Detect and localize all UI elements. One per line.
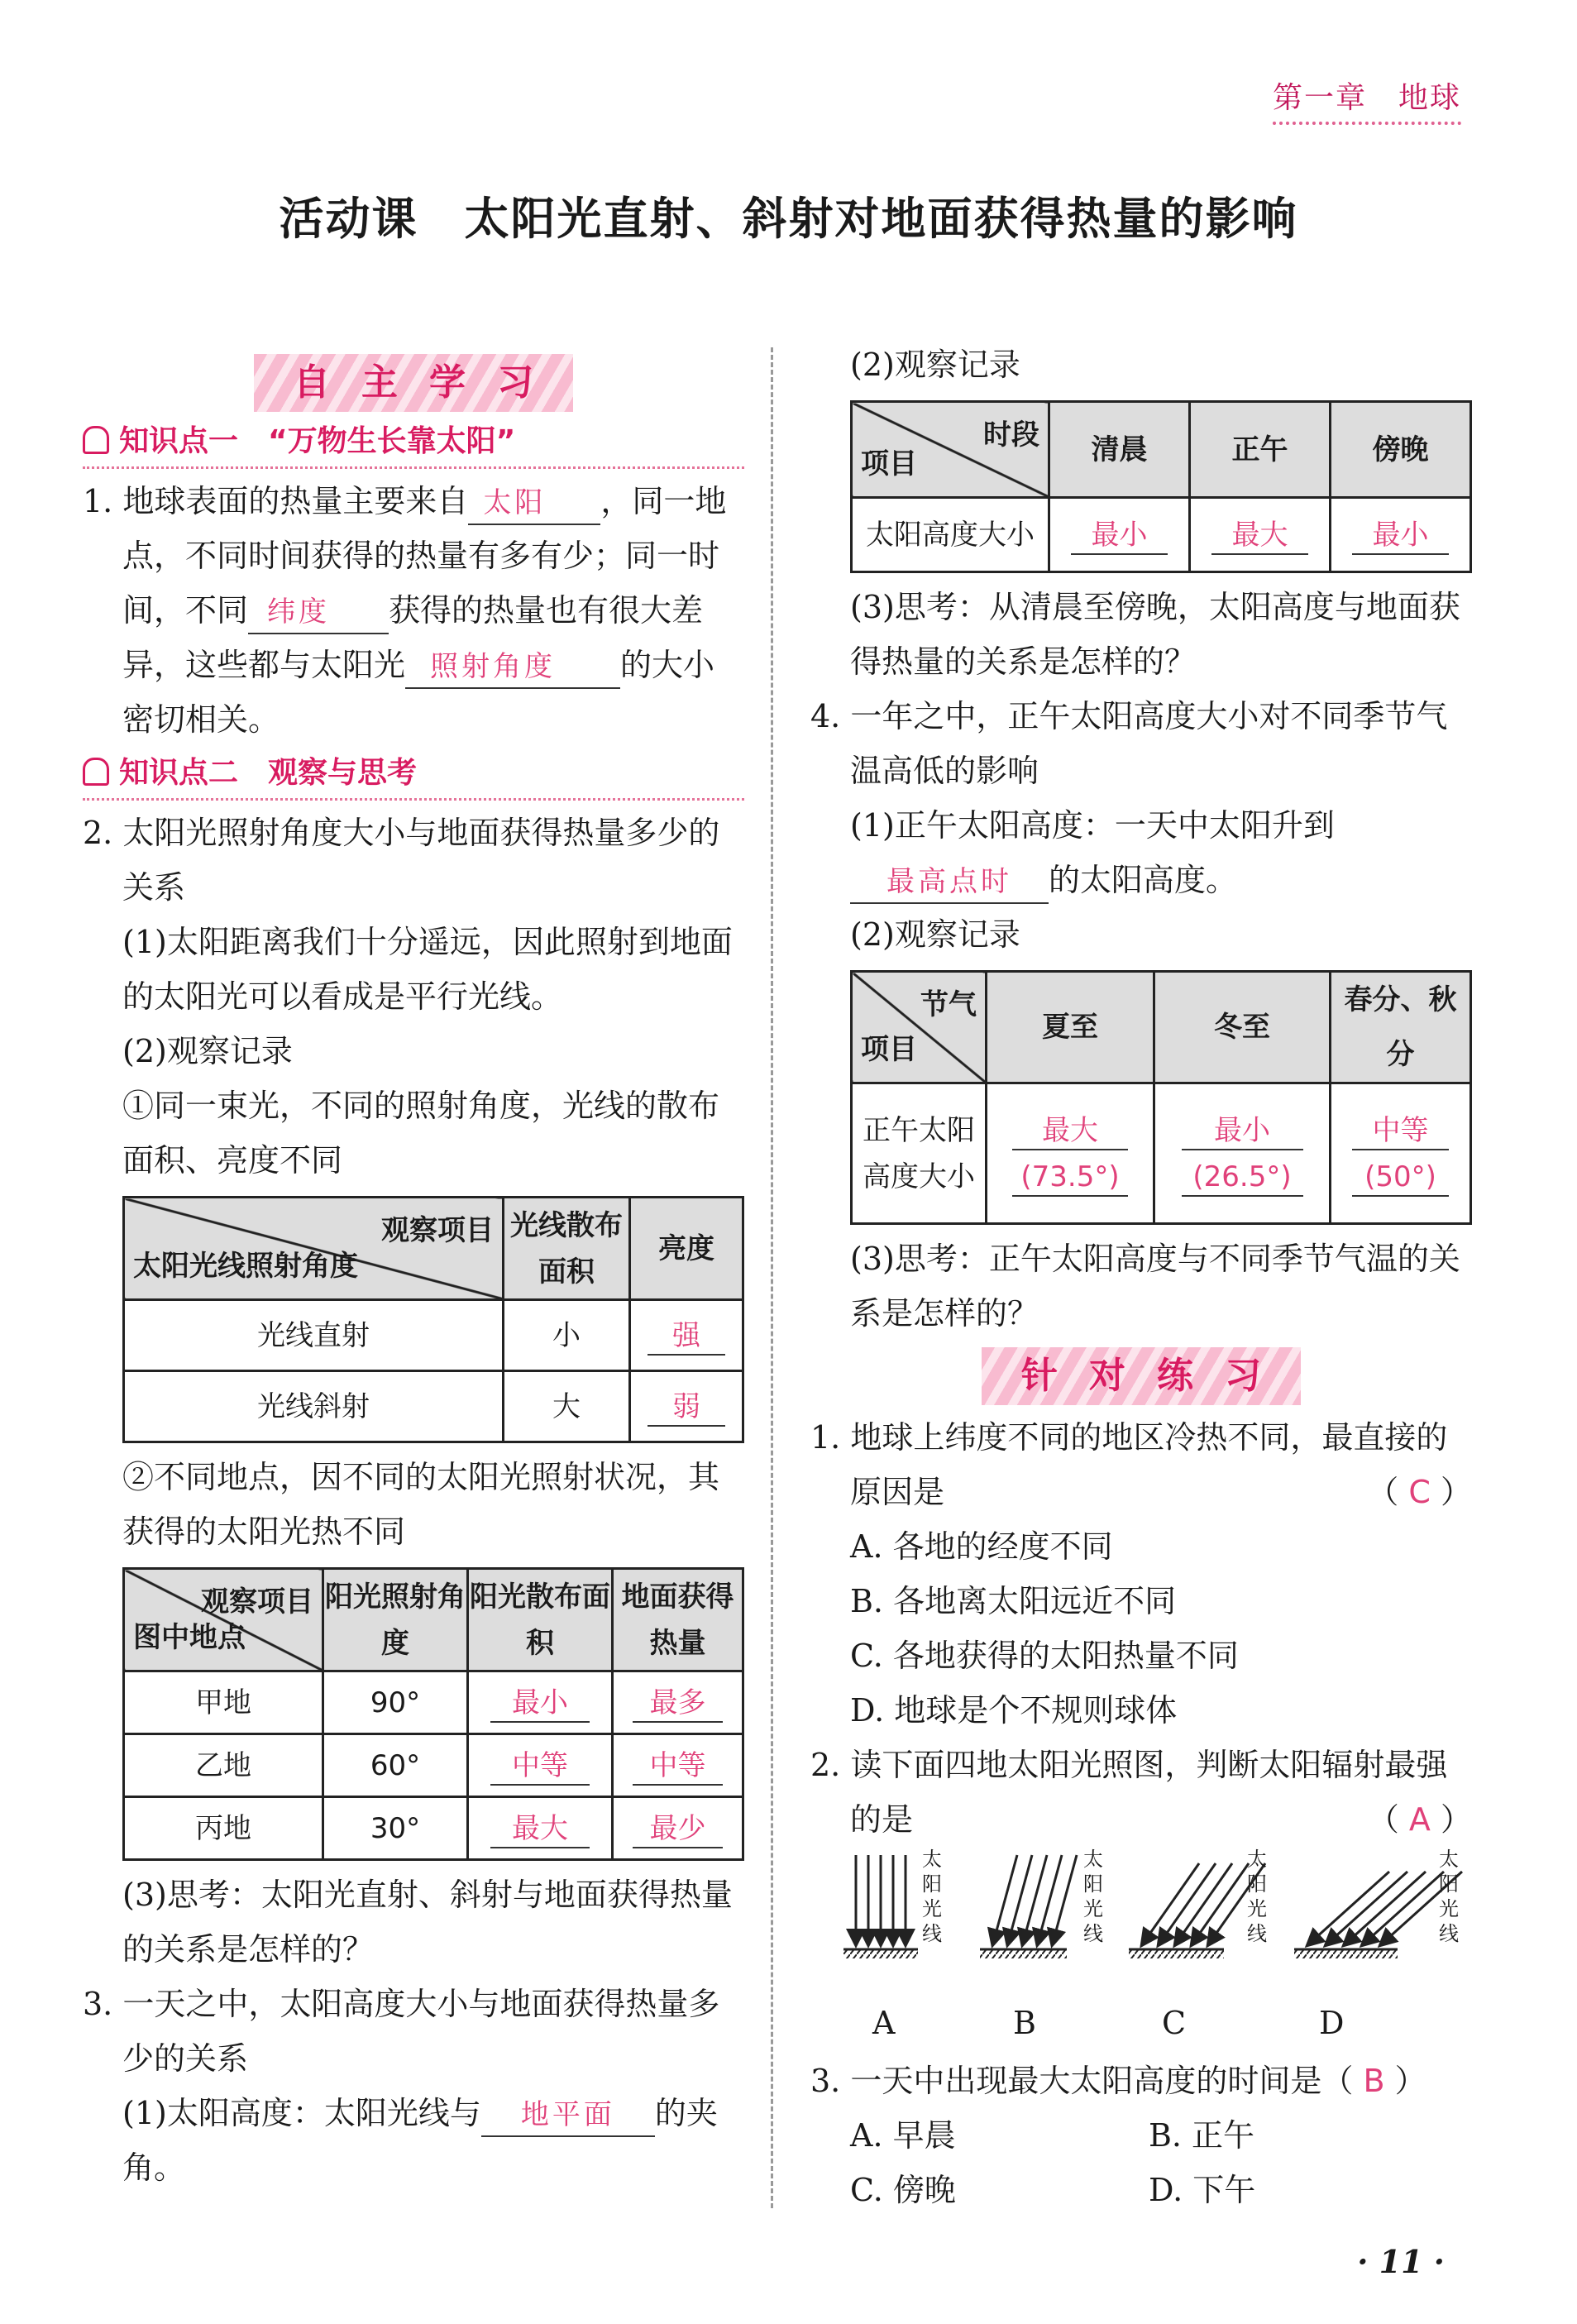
table-row: 光线直射 小 强 bbox=[124, 1300, 743, 1371]
answer-blank: 地平面 bbox=[481, 2094, 655, 2137]
sunlight-label: 太阳光线 bbox=[1247, 1848, 1267, 1945]
page-number: · 11 · bbox=[1357, 2243, 1445, 2280]
options-row bbox=[810, 2163, 1472, 2217]
q2-part-2: (2)观察记录 bbox=[122, 1033, 293, 1069]
answer-blank: 中等 bbox=[490, 1748, 590, 1786]
q3-part-2: (2)观察记录 bbox=[850, 347, 1020, 383]
bell-icon bbox=[83, 426, 109, 454]
q3-part-3: (3)思考：从清晨至傍晚，太阳高度与地面获得热量的关系是怎样的？ bbox=[850, 589, 1460, 680]
column-divider bbox=[771, 347, 773, 2208]
q4-part-2: (2)观察记录 bbox=[850, 916, 1020, 953]
self-study-banner: 自主学习 bbox=[83, 354, 744, 412]
option-c: C. 傍晚 bbox=[850, 2172, 956, 2208]
table-header: 夏至 bbox=[987, 972, 1154, 1083]
table-row: 光线斜射 大 弱 bbox=[124, 1371, 743, 1442]
answer-blank: 中等 bbox=[633, 1748, 723, 1786]
options-row bbox=[810, 2108, 1472, 2163]
answer-blank: 太阳 bbox=[468, 482, 600, 525]
q2-part-3: (3)思考：太阳光直射、斜射与地面获得热量的关系是怎样的？ bbox=[122, 1877, 733, 1968]
knowledge-point-1: 知识点一 “万物生长靠太阳” bbox=[83, 417, 744, 469]
table-places bbox=[122, 1567, 744, 1861]
q2-part-2a: ①同一束光，不同的照射角度，光线的散布面积、亮度不同 bbox=[122, 1088, 720, 1179]
answer-blank: (73.5°) bbox=[1012, 1159, 1128, 1197]
sunlight-label: 太阳光线 bbox=[1083, 1848, 1103, 1945]
exercise-1: 1. 地球上纬度不同的地区冷热不同，最直接的原因是 （ C ） bbox=[810, 1419, 1472, 1510]
table-seasonal-sun-height bbox=[850, 970, 1472, 1225]
q2-part-2b: ②不同地点，因不同的太阳光照射状况，其获得的太阳光热不同 bbox=[122, 1459, 720, 1550]
answer-blank: 最小 bbox=[1182, 1112, 1303, 1150]
table-header: 清晨 bbox=[1049, 402, 1190, 498]
q4-part-1: (1)正午太阳高度：一天中太阳升到最高点时 的太阳高度。 bbox=[810, 798, 1472, 907]
right-column bbox=[810, 337, 1472, 2217]
diagram-letter: B bbox=[1013, 2005, 1036, 2041]
table-direct-oblique bbox=[122, 1196, 744, 1443]
option-d: D. 下午 bbox=[1148, 2172, 1256, 2208]
table-header: 阳光散布面积 bbox=[468, 1569, 613, 1671]
knowledge-point-2: 知识点二 观察与思考 bbox=[83, 748, 744, 801]
table-row: 正午太阳 高度大小 最大 (73.5°) 最小 (26.5°) 中等 (50°) bbox=[852, 1083, 1471, 1224]
practice-banner: 针对练习 bbox=[810, 1347, 1472, 1405]
answer-blank: 最大 bbox=[1211, 517, 1308, 555]
sunlight-label: 太阳光线 bbox=[1439, 1848, 1459, 1945]
answer-blank: 弱 bbox=[648, 1389, 725, 1427]
table-header: 阳光照射角度 bbox=[323, 1569, 468, 1671]
diagram-letter: C bbox=[1162, 2005, 1187, 2041]
q2-part-1: (1)太阳距离我们十分遥远，因此照射到地面的太阳光可以看成是平行光线。 bbox=[122, 924, 733, 1015]
table-header: 春分、秋分 bbox=[1331, 972, 1471, 1083]
answer-blank: 强 bbox=[648, 1317, 725, 1356]
answer-blank: 最多 bbox=[633, 1685, 723, 1723]
bell-icon bbox=[83, 758, 109, 786]
left-column bbox=[83, 347, 744, 2195]
question-2: 2. 太阳光照射角度大小与地面获得热量多少的关系 bbox=[83, 815, 720, 906]
table-row: 乙地 60° 中等 中等 bbox=[124, 1734, 743, 1797]
sunlight-angle-diagram bbox=[810, 1847, 1472, 1987]
answer-blank: 最小 bbox=[490, 1685, 590, 1723]
q4-part-3: (3)思考：正午太阳高度与不同季节气温的关系是怎样的？ bbox=[850, 1241, 1460, 1332]
table-row: 丙地 30° 最大 最少 bbox=[124, 1797, 743, 1860]
answer-choice: C bbox=[1408, 1474, 1431, 1510]
option-a: A. 早晨 bbox=[850, 2117, 956, 2154]
answer-blank: (50°) bbox=[1352, 1159, 1449, 1197]
answer-blank: 最大 bbox=[1012, 1112, 1128, 1150]
option-a: A. 各地的经度不同 bbox=[850, 1528, 1113, 1565]
answer-blank: 中等 bbox=[1352, 1112, 1449, 1150]
answer-choice: A bbox=[1408, 1801, 1431, 1838]
answer-blank: 最少 bbox=[633, 1810, 723, 1848]
answer-blank: 照射角度 bbox=[405, 646, 620, 689]
sunlight-figure bbox=[810, 1847, 1472, 2041]
diagram-d bbox=[1294, 1872, 1462, 1958]
page-title: 活动课 太阳光直射、斜射对地面获得热量的影响 bbox=[279, 193, 1298, 245]
diagram-a bbox=[843, 1855, 918, 1958]
table-header: 地面获得热量 bbox=[613, 1569, 743, 1671]
q3-part-1: (1)太阳高度：太阳光线与 地平面 的夹角。 bbox=[122, 2095, 718, 2186]
sunlight-label: 太阳光线 bbox=[922, 1848, 942, 1945]
table-header: 傍晚 bbox=[1331, 402, 1471, 498]
answer-blank: 纬度 bbox=[248, 591, 389, 634]
table-diagonal-header: 观察项目 太阳光线照射角度 bbox=[124, 1198, 504, 1300]
table-header: 光线散布面积 bbox=[504, 1198, 630, 1300]
table-header: 冬至 bbox=[1154, 972, 1331, 1083]
chapter-header: 第一章 地球 bbox=[1273, 74, 1461, 125]
table-header: 正午 bbox=[1190, 402, 1331, 498]
exercise-2: 2. 读下面四地太阳光照图，判断太阳辐射最强的是 （ A ） bbox=[810, 1747, 1472, 1838]
diagram-b bbox=[980, 1855, 1077, 1958]
table-daily-sun-height bbox=[850, 400, 1472, 573]
diagram-letter: D bbox=[1319, 2005, 1345, 2041]
option-b: B. 各地离太阳远近不同 bbox=[850, 1583, 1177, 1619]
question-4: 4. 一年之中，正午太阳高度大小对不同季节气温高低的影响 bbox=[810, 698, 1448, 789]
table-diagonal-header: 时段 项目 bbox=[852, 402, 1049, 498]
answer-blank: 最小 bbox=[1071, 517, 1168, 555]
answer-blank: 最高点时 bbox=[850, 861, 1049, 904]
answer-blank: 最小 bbox=[1352, 517, 1449, 555]
question-1: 1. 地球表面的热量主要来自 太阳 ，同一地点，不同时间获得的热量有多有少；同一时间，不同 纬度 获得的热量也有很大差异，这些都与太阳光 照射角度 的大小密切相关。 bbox=[83, 483, 727, 738]
table-row: 甲地 90° 最小 最多 bbox=[124, 1671, 743, 1734]
option-b: B. 正午 bbox=[1148, 2117, 1255, 2154]
diagram-letter: A bbox=[872, 2005, 896, 2041]
table-header: 亮度 bbox=[630, 1198, 743, 1300]
question-3: 3. 一天之中，太阳高度大小与地面获得热量多少的关系 bbox=[83, 1986, 720, 2077]
diagram-c bbox=[1129, 1863, 1265, 1958]
table-diagonal-header: 节气 项目 bbox=[852, 972, 987, 1083]
answer-blank: (26.5°) bbox=[1182, 1159, 1303, 1197]
answer-blank: 最大 bbox=[490, 1810, 590, 1848]
option-d: D. 地球是个不规则球体 bbox=[850, 1692, 1178, 1729]
table-row: 太阳高度大小 最小 最大 最小 bbox=[852, 498, 1471, 572]
exercise-3: 3. 一天中出现最大太阳高度的时间是（ B ） bbox=[810, 2063, 1426, 2099]
answer-choice: B bbox=[1363, 2063, 1385, 2099]
option-c: C. 各地获得的太阳热量不同 bbox=[850, 1638, 1239, 1674]
table-diagonal-header: 观察项目 图中地点 bbox=[124, 1569, 323, 1671]
